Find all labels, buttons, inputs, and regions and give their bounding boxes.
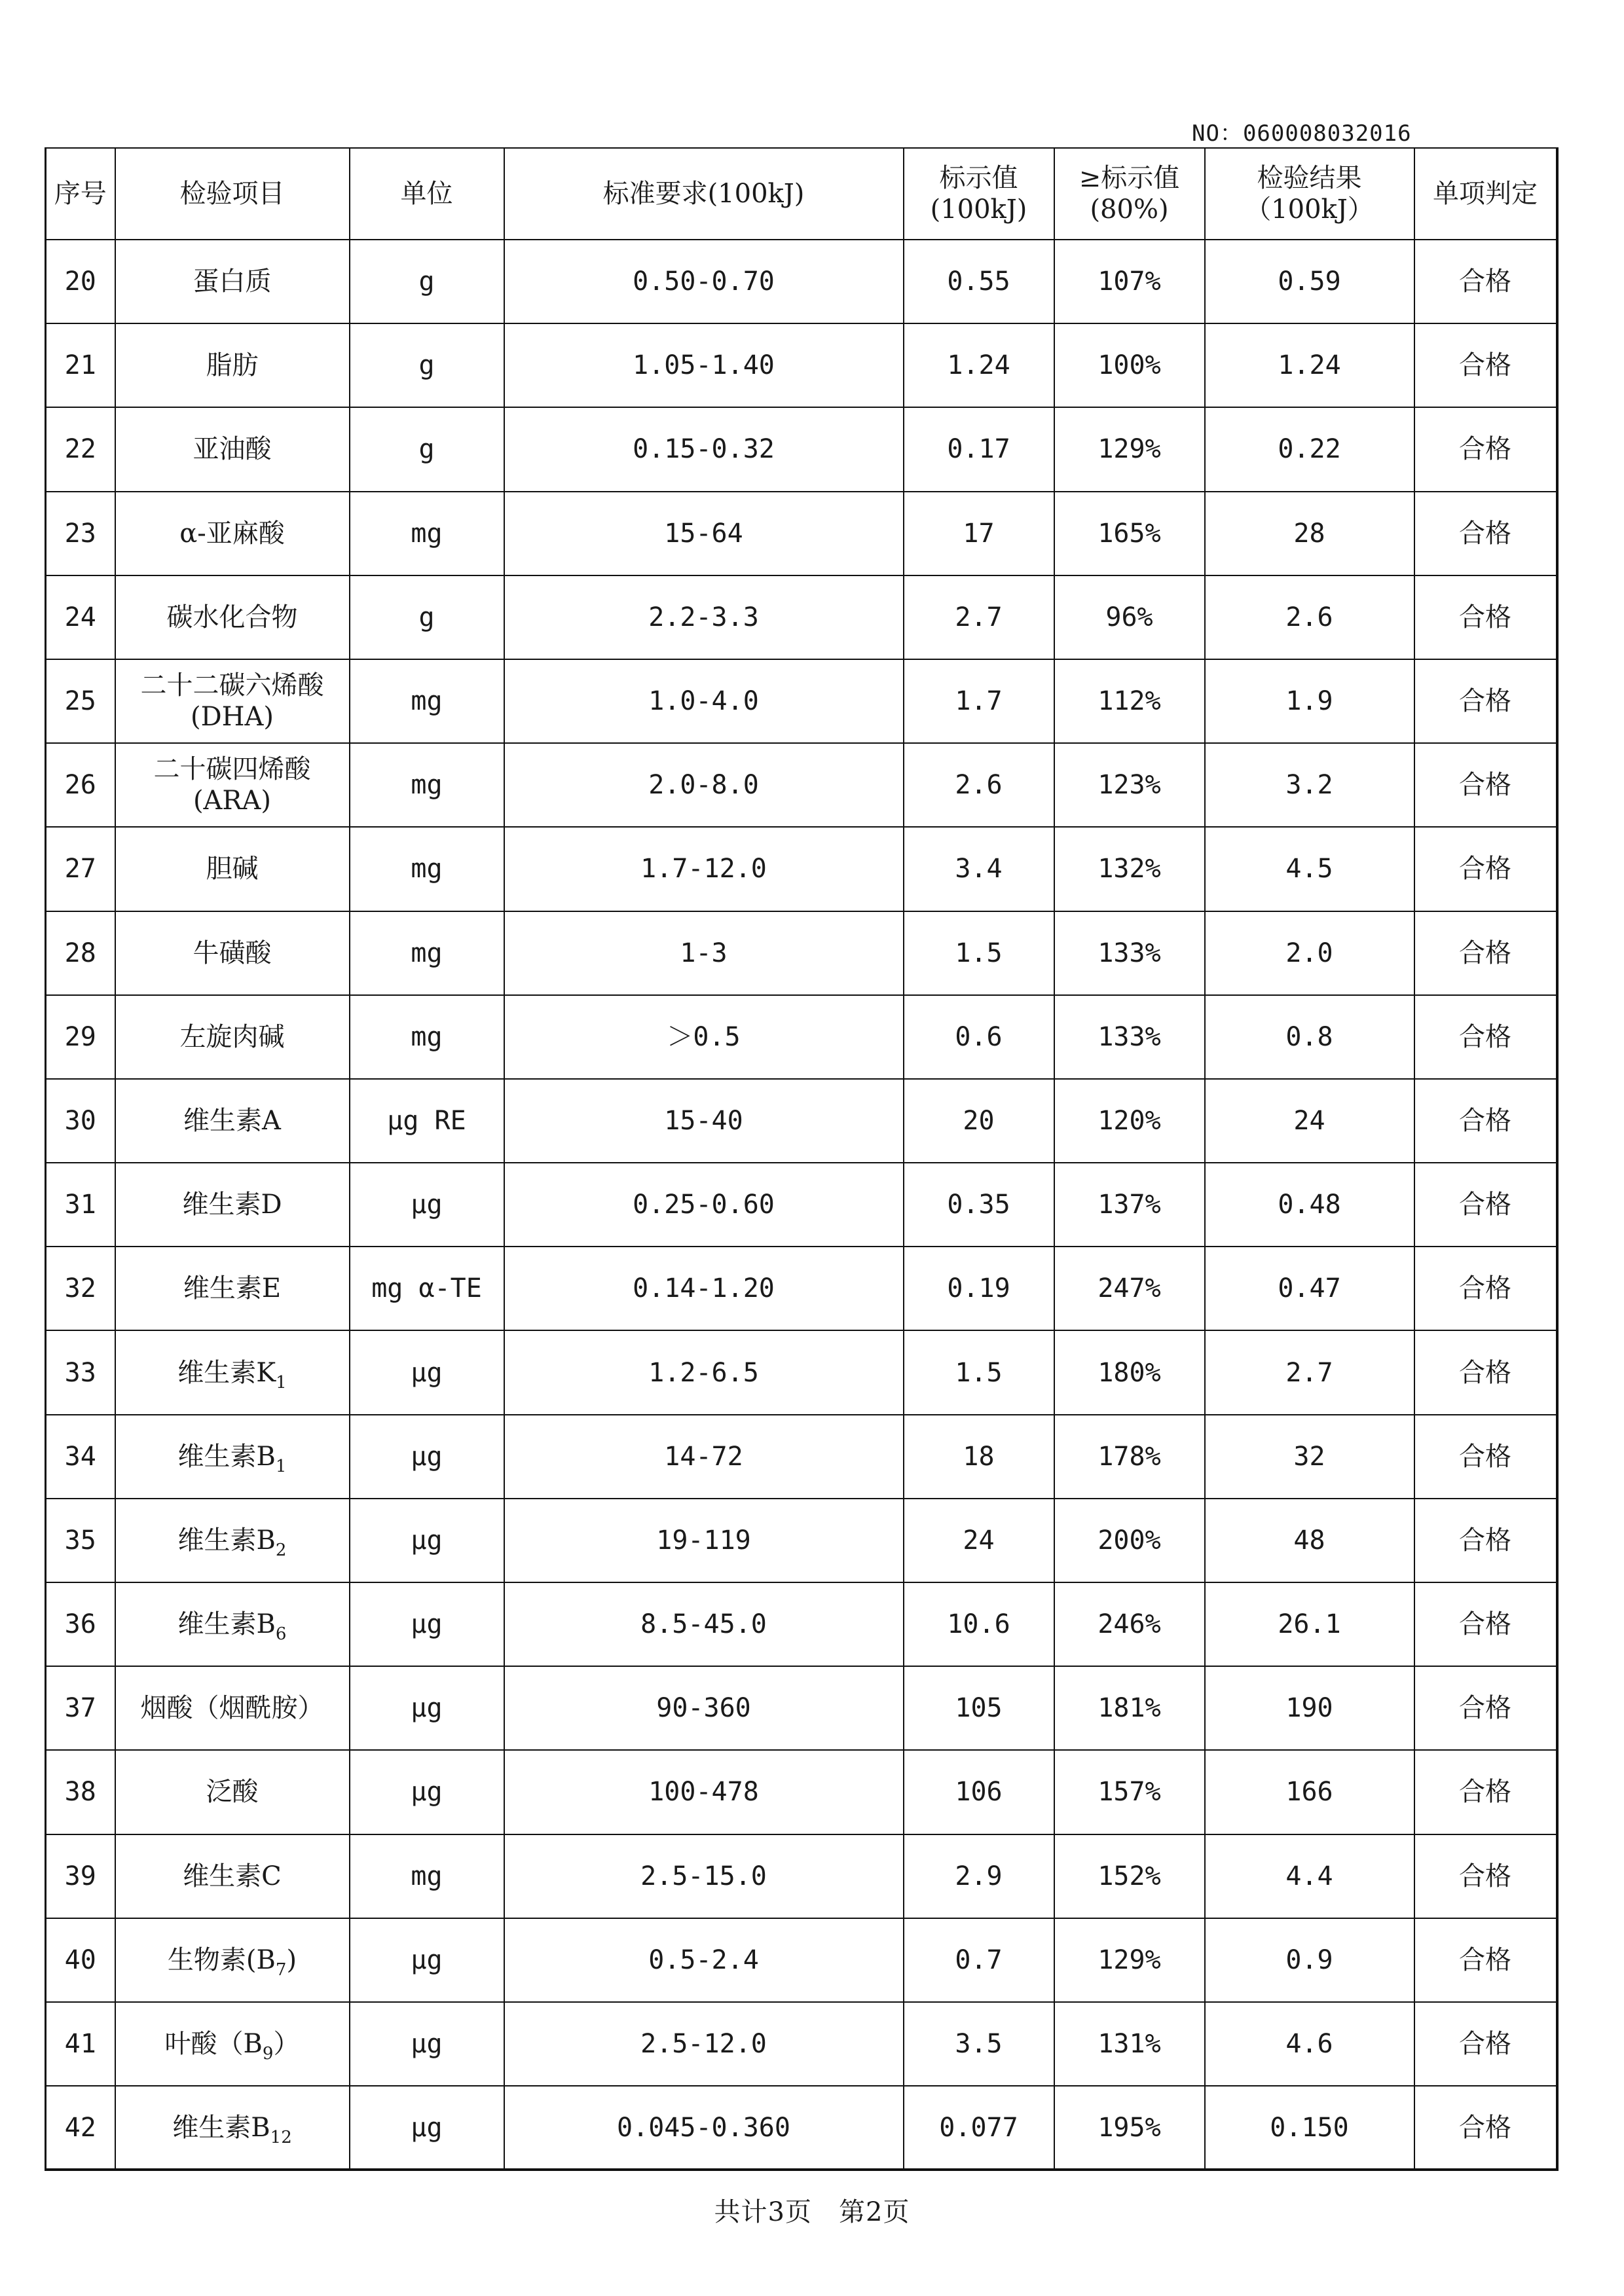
header-label: 检验项目	[179, 179, 285, 209]
item-subscript: 1	[275, 1456, 287, 1476]
cell-standard: 2.2-3.3	[504, 575, 904, 659]
header-labeled	[904, 148, 1054, 240]
header-label-line2: （100kJ）	[1245, 194, 1374, 225]
cell-ratio: 120%	[1054, 1079, 1205, 1163]
cell-unit: μg	[350, 2002, 504, 2086]
cell-no: 30	[46, 1079, 115, 1163]
item-name: 叶酸（B	[164, 2029, 263, 2060]
header-verdict	[1414, 148, 1557, 240]
cell-standard: 0.50-0.70	[504, 240, 904, 323]
cell-item	[115, 827, 350, 911]
header-label: 标准要求(100kJ)	[602, 179, 805, 209]
cell-no: 22	[46, 407, 115, 491]
cell-ratio: 181%	[1054, 1666, 1205, 1750]
header-no	[46, 148, 115, 240]
cell-standard: 0.25-0.60	[504, 1163, 904, 1247]
item-name: 维生素B	[177, 1609, 276, 1640]
cell-result: 0.59	[1205, 240, 1414, 323]
table-row	[46, 1415, 1557, 1499]
item-name: 左旋肉碱	[179, 1021, 285, 1052]
cell-standard: 0.14-1.20	[504, 1247, 904, 1330]
cell-ratio: 152%	[1054, 1834, 1205, 1918]
table-row	[46, 407, 1557, 491]
cell-standard: 90-360	[504, 1666, 904, 1750]
item-name: 维生素B	[177, 1525, 276, 1556]
item-subscript: 9	[262, 2044, 274, 2064]
cell-labeled: 0.17	[904, 407, 1054, 491]
cell-unit: g	[350, 575, 504, 659]
table-row	[46, 1163, 1557, 1247]
cell-no: 24	[46, 575, 115, 659]
cell-labeled: 2.7	[904, 575, 1054, 659]
cell-verdict: 合格	[1414, 1247, 1557, 1330]
cell-ratio: 132%	[1054, 827, 1205, 911]
table-row	[46, 323, 1557, 407]
cell-labeled: 2.6	[904, 743, 1054, 827]
cell-unit: mg	[350, 659, 504, 743]
cell-ratio: 129%	[1054, 1918, 1205, 2002]
cell-ratio: 129%	[1054, 407, 1205, 491]
cell-result: 4.6	[1205, 2002, 1414, 2086]
cell-item	[115, 323, 350, 407]
cell-standard: 8.5-45.0	[504, 1582, 904, 1666]
cell-standard: 1.7-12.0	[504, 827, 904, 911]
cell-item	[115, 1330, 350, 1414]
cell-labeled: 18	[904, 1415, 1054, 1499]
cell-labeled: 1.7	[904, 659, 1054, 743]
cell-unit: μg	[350, 1918, 504, 2002]
table-row	[46, 575, 1557, 659]
item-name: 维生素C	[183, 1861, 282, 1891]
header-label: 序号	[54, 179, 107, 209]
header-unit	[350, 148, 504, 240]
cell-labeled: 0.55	[904, 240, 1054, 323]
cell-no: 42	[46, 2086, 115, 2170]
cell-standard: 2.5-12.0	[504, 2002, 904, 2086]
cell-verdict: 合格	[1414, 1079, 1557, 1163]
cell-unit: μg	[350, 1499, 504, 1582]
cell-standard: 14-72	[504, 1415, 904, 1499]
item-name: 二十碳四烯酸(ARA)	[153, 754, 311, 816]
cell-ratio: 133%	[1054, 995, 1205, 1079]
cell-unit: μg	[350, 1163, 504, 1247]
cell-unit: g	[350, 407, 504, 491]
item-subscript: 7	[275, 1959, 287, 1980]
table-body	[46, 240, 1557, 2170]
cell-no: 41	[46, 2002, 115, 2086]
cell-item	[115, 1499, 350, 1582]
item-name: 维生素B	[172, 2112, 270, 2143]
cell-item	[115, 995, 350, 1079]
table-row	[46, 240, 1557, 323]
header-label: 检验结果	[1257, 163, 1362, 193]
cell-standard: ＞0.5	[504, 995, 904, 1079]
cell-verdict: 合格	[1414, 995, 1557, 1079]
cell-standard: 100-478	[504, 1750, 904, 1834]
cell-result: 32	[1205, 1415, 1414, 1499]
cell-result: 0.9	[1205, 1918, 1414, 2002]
cell-item	[115, 1666, 350, 1750]
cell-labeled: 3.4	[904, 827, 1054, 911]
cell-ratio: 133%	[1054, 911, 1205, 995]
cell-no: 28	[46, 911, 115, 995]
table-row	[46, 1918, 1557, 2002]
cell-result: 0.47	[1205, 1247, 1414, 1330]
cell-verdict: 合格	[1414, 827, 1557, 911]
cell-verdict: 合格	[1414, 492, 1557, 575]
cell-no: 34	[46, 1415, 115, 1499]
cell-unit: μg	[350, 1330, 504, 1414]
item-name-line2: (DHA)	[190, 702, 274, 733]
cell-result: 24	[1205, 1079, 1414, 1163]
item-name: 碳水化合物	[166, 602, 298, 632]
cell-labeled: 17	[904, 492, 1054, 575]
cell-labeled: 24	[904, 1499, 1054, 1582]
cell-no: 31	[46, 1163, 115, 1247]
cell-result: 4.4	[1205, 1834, 1414, 1918]
cell-no: 39	[46, 1834, 115, 1918]
table-row	[46, 995, 1557, 1079]
cell-ratio: 137%	[1054, 1163, 1205, 1247]
cell-item	[115, 1834, 350, 1918]
cell-verdict: 合格	[1414, 1834, 1557, 1918]
table-row	[46, 1079, 1557, 1163]
cell-verdict: 合格	[1414, 2086, 1557, 2170]
cell-verdict: 合格	[1414, 1918, 1557, 2002]
cell-verdict: 合格	[1414, 1163, 1557, 1247]
cell-standard: 1.2-6.5	[504, 1330, 904, 1414]
header-label: ≥标示值	[1079, 163, 1180, 193]
header-ratio	[1054, 148, 1205, 240]
cell-unit: g	[350, 323, 504, 407]
cell-result: 2.6	[1205, 575, 1414, 659]
cell-standard: 19-119	[504, 1499, 904, 1582]
cell-result: 190	[1205, 1666, 1414, 1750]
cell-no: 32	[46, 1247, 115, 1330]
item-name: 亚油酸	[193, 434, 272, 465]
table-row	[46, 492, 1557, 575]
item-name: 生物素(B	[167, 1944, 276, 1975]
cell-standard: 0.15-0.32	[504, 407, 904, 491]
table-row	[46, 911, 1557, 995]
cell-verdict: 合格	[1414, 575, 1557, 659]
item-name: 维生素D	[182, 1190, 282, 1220]
cell-ratio: 131%	[1054, 2002, 1205, 2086]
cell-no: 29	[46, 995, 115, 1079]
cell-verdict: 合格	[1414, 1750, 1557, 1834]
cell-labeled: 105	[904, 1666, 1054, 1750]
item-name: 二十二碳六烯酸	[140, 670, 324, 701]
cell-no: 27	[46, 827, 115, 911]
cell-labeled: 0.6	[904, 995, 1054, 1079]
cell-result: 2.7	[1205, 1330, 1414, 1414]
cell-ratio: 180%	[1054, 1330, 1205, 1414]
cell-no: 33	[46, 1330, 115, 1414]
cell-unit: mg	[350, 827, 504, 911]
cell-item	[115, 1163, 350, 1247]
cell-ratio: 247%	[1054, 1247, 1205, 1330]
item-name: 维生素B	[177, 1441, 276, 1472]
header-label-line2: (80%)	[1090, 194, 1169, 225]
cell-standard: 0.5-2.4	[504, 1918, 904, 2002]
report-number: NO：060008032016	[1192, 120, 1412, 147]
item-subscript: 6	[275, 1624, 287, 1645]
cell-result: 26.1	[1205, 1582, 1414, 1666]
cell-labeled: 106	[904, 1750, 1054, 1834]
item-subscript: 2	[275, 1540, 287, 1560]
item-subscript: 1	[276, 1372, 287, 1393]
cell-labeled: 0.077	[904, 2086, 1054, 2170]
cell-unit: μg	[350, 1750, 504, 1834]
item-name: α-亚麻酸	[179, 518, 285, 549]
cell-ratio: 200%	[1054, 1499, 1205, 1582]
cell-item	[115, 2002, 350, 2086]
cell-unit: mg	[350, 995, 504, 1079]
cell-result: 0.150	[1205, 2086, 1414, 2170]
cell-no: 40	[46, 1918, 115, 2002]
cell-ratio: 246%	[1054, 1582, 1205, 1666]
item-suffix: ）	[273, 2029, 300, 2060]
cell-verdict: 合格	[1414, 323, 1557, 407]
cell-item	[115, 575, 350, 659]
cell-ratio: 107%	[1054, 240, 1205, 323]
cell-item	[115, 659, 350, 743]
cell-ratio: 123%	[1054, 743, 1205, 827]
cell-result: 166	[1205, 1750, 1414, 1834]
cell-ratio: 178%	[1054, 1415, 1205, 1499]
cell-labeled: 3.5	[904, 2002, 1054, 2086]
cell-unit: g	[350, 240, 504, 323]
cell-no: 26	[46, 743, 115, 827]
cell-standard: 2.0-8.0	[504, 743, 904, 827]
cell-labeled: 0.35	[904, 1163, 1054, 1247]
cell-item	[115, 1247, 350, 1330]
cell-standard: 15-40	[504, 1079, 904, 1163]
cell-no: 38	[46, 1750, 115, 1834]
table-row	[46, 2086, 1557, 2170]
cell-verdict: 合格	[1414, 1582, 1557, 1666]
item-name: 维生素K	[177, 1357, 276, 1388]
cell-result: 28	[1205, 492, 1414, 575]
cell-standard: 1-3	[504, 911, 904, 995]
header-label: 单项判定	[1433, 179, 1538, 209]
item-name: 胆碱	[206, 854, 259, 884]
cell-no: 20	[46, 240, 115, 323]
cell-ratio: 96%	[1054, 575, 1205, 659]
table-row	[46, 2002, 1557, 2086]
cell-labeled: 0.19	[904, 1247, 1054, 1330]
cell-verdict: 合格	[1414, 1415, 1557, 1499]
table-row	[46, 1666, 1557, 1750]
cell-item	[115, 1582, 350, 1666]
header-standard	[504, 148, 904, 240]
item-name: 烟酸（烟酰胺）	[140, 1693, 324, 1724]
cell-item	[115, 1918, 350, 2002]
item-subscript: 12	[270, 2127, 292, 2147]
cell-verdict: 合格	[1414, 1330, 1557, 1414]
table-row	[46, 827, 1557, 911]
cell-labeled: 2.9	[904, 1834, 1054, 1918]
cell-result: 3.2	[1205, 743, 1414, 827]
cell-item	[115, 492, 350, 575]
cell-unit: μg	[350, 1582, 504, 1666]
cell-result: 0.22	[1205, 407, 1414, 491]
header-label: 标示值	[939, 163, 1018, 193]
cell-result: 0.8	[1205, 995, 1414, 1079]
cell-no: 36	[46, 1582, 115, 1666]
header-item	[115, 148, 350, 240]
table-row	[46, 1582, 1557, 1666]
cell-labeled: 1.5	[904, 1330, 1054, 1414]
cell-labeled: 20	[904, 1079, 1054, 1163]
cell-unit: μg RE	[350, 1079, 504, 1163]
cell-result: 1.24	[1205, 323, 1414, 407]
cell-ratio: 195%	[1054, 2086, 1205, 2170]
cell-verdict: 合格	[1414, 1666, 1557, 1750]
cell-labeled: 1.5	[904, 911, 1054, 995]
cell-standard: 0.045-0.360	[504, 2086, 904, 2170]
cell-verdict: 合格	[1414, 911, 1557, 995]
cell-verdict: 合格	[1414, 407, 1557, 491]
table-row	[46, 1247, 1557, 1330]
table-row	[46, 1330, 1557, 1414]
cell-unit: mg	[350, 1834, 504, 1918]
cell-labeled: 10.6	[904, 1582, 1054, 1666]
item-name: 牛磺酸	[193, 938, 272, 968]
cell-result: 0.48	[1205, 1163, 1414, 1247]
cell-unit: mg α-TE	[350, 1247, 504, 1330]
cell-verdict: 合格	[1414, 659, 1557, 743]
cell-verdict: 合格	[1414, 240, 1557, 323]
cell-unit: mg	[350, 492, 504, 575]
header-result	[1205, 148, 1414, 240]
table-row	[46, 1750, 1557, 1834]
cell-standard: 1.05-1.40	[504, 323, 904, 407]
cell-item	[115, 1750, 350, 1834]
cell-unit: μg	[350, 1415, 504, 1499]
table-row	[46, 743, 1557, 827]
cell-unit: μg	[350, 1666, 504, 1750]
page-footer: 共计3页 第2页	[714, 2197, 910, 2227]
cell-ratio: 100%	[1054, 323, 1205, 407]
cell-unit: μg	[350, 2086, 504, 2170]
cell-standard: 15-64	[504, 492, 904, 575]
cell-unit: mg	[350, 911, 504, 995]
header-label-line2: (100kJ)	[930, 194, 1027, 225]
table-header-row	[46, 148, 1557, 240]
header-label: 单位	[400, 179, 453, 209]
cell-item	[115, 911, 350, 995]
cell-no: 23	[46, 492, 115, 575]
cell-item	[115, 407, 350, 491]
cell-unit: mg	[350, 743, 504, 827]
cell-ratio: 112%	[1054, 659, 1205, 743]
cell-result: 1.9	[1205, 659, 1414, 743]
cell-labeled: 1.24	[904, 323, 1054, 407]
table-row	[46, 1499, 1557, 1582]
item-name: 脂肪	[206, 350, 259, 381]
cell-standard: 1.0-4.0	[504, 659, 904, 743]
cell-item	[115, 743, 350, 827]
cell-verdict: 合格	[1414, 743, 1557, 827]
cell-ratio: 157%	[1054, 1750, 1205, 1834]
cell-labeled: 0.7	[904, 1918, 1054, 2002]
item-name: 蛋白质	[193, 266, 272, 297]
cell-ratio: 165%	[1054, 492, 1205, 575]
cell-no: 25	[46, 659, 115, 743]
cell-result: 4.5	[1205, 827, 1414, 911]
cell-verdict: 合格	[1414, 2002, 1557, 2086]
cell-no: 21	[46, 323, 115, 407]
item-name: 维生素A	[183, 1105, 281, 1136]
cell-item	[115, 1079, 350, 1163]
cell-standard: 2.5-15.0	[504, 1834, 904, 1918]
cell-no: 37	[46, 1666, 115, 1750]
cell-item	[115, 240, 350, 323]
cell-verdict: 合格	[1414, 1499, 1557, 1582]
table-row	[46, 1834, 1557, 1918]
cell-result: 48	[1205, 1499, 1414, 1582]
cell-item	[115, 1415, 350, 1499]
cell-result: 2.0	[1205, 911, 1414, 995]
item-suffix: )	[286, 1944, 297, 1975]
cell-no: 35	[46, 1499, 115, 1582]
item-name: 维生素E	[183, 1273, 282, 1304]
item-name: 泛酸	[206, 1777, 259, 1808]
cell-item	[115, 2086, 350, 2170]
table-row	[46, 659, 1557, 743]
inspection-results-table	[45, 147, 1559, 2171]
